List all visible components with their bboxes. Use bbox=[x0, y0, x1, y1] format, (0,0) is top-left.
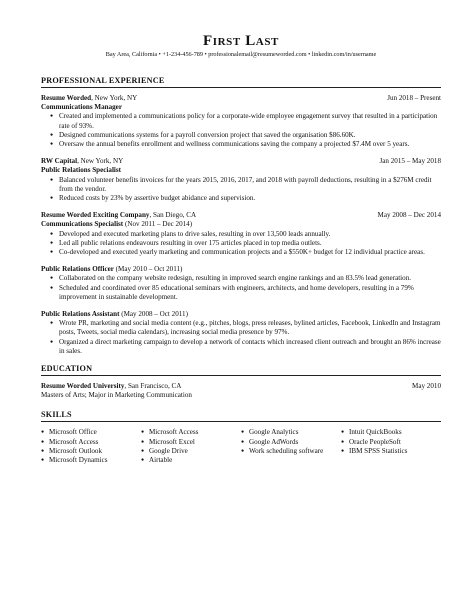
job-header bbox=[41, 94, 441, 103]
skills-column bbox=[241, 428, 341, 465]
education-degree: Masters of Arts; Major in Marketing Communication bbox=[41, 391, 192, 400]
job-bullet: ● Reduced costs by 23% by assertive budget abidance and supervision. bbox=[59, 194, 441, 203]
skills-column bbox=[41, 428, 141, 465]
job-role-line bbox=[41, 265, 441, 274]
job-bullet: ● Oversaw the annual benefits enrollment and wellness communications saving the company a projected $7.4M over 5 years. bbox=[59, 140, 441, 149]
job-bullet: ● Balanced volunteer benefits invoices for the years 2015, 2016, 2017, and 2018 with payroll deductions, resulting in a $276M credit from the vendor. bbox=[59, 176, 441, 194]
skill-item: ● Microsoft Access bbox=[49, 438, 141, 447]
skills-list bbox=[141, 428, 241, 465]
job-bullets bbox=[41, 112, 441, 149]
job-bullet: ● Scheduled and coordinated over 85 educational seminars with engineers, architects, and home developers, resulting in a 79% improvement in sustainable development. bbox=[59, 284, 441, 302]
job-bullet: ● Created and implemented a communications policy for a corporate-wide employee engagement survey that resulted in a participation rate of 93%. bbox=[59, 112, 441, 130]
job-company-line bbox=[41, 94, 137, 103]
job-entry bbox=[41, 157, 441, 203]
job-location: , New York, NY bbox=[77, 157, 124, 166]
job-company-line bbox=[41, 211, 196, 220]
skills-list bbox=[241, 428, 341, 456]
job-company: RW Capital bbox=[41, 157, 78, 166]
job-bullets bbox=[41, 274, 441, 302]
skill-item: ● Microsoft Excel bbox=[149, 438, 241, 447]
job-bullets bbox=[41, 230, 441, 258]
job-dates: May 2008 – Dec 2014 bbox=[377, 211, 441, 220]
education-title: EDUCATION bbox=[41, 364, 441, 376]
job-bullet: ● Developed and executed marketing plans to drive sales, resulting in over 13,500 leads annually. bbox=[59, 230, 441, 239]
job-list bbox=[41, 94, 441, 356]
school-name: Resume Worded University bbox=[41, 382, 125, 391]
job-bullets bbox=[41, 176, 441, 204]
skills-section bbox=[41, 410, 441, 465]
job-header bbox=[41, 157, 441, 166]
job-bullet: ● Led all public relations endeavours resulting in over 175 articles placed in top media outlets. bbox=[59, 239, 441, 248]
job-header bbox=[41, 211, 441, 220]
job-role: Public Relations Assistant bbox=[41, 310, 120, 319]
job-entry bbox=[41, 310, 441, 356]
job-bullet: ● Designed communications systems for a payroll conversion project that saved the organisation $86.60K. bbox=[59, 131, 441, 140]
education-date: May 2010 bbox=[412, 382, 441, 391]
job-role-line bbox=[41, 103, 441, 112]
job-bullet: ● Co-developed and executed yearly marketing and communication projects and a $550K+ budget for 12 individual practice areas. bbox=[59, 248, 441, 257]
skill-item: ● Microsoft Office bbox=[49, 428, 141, 437]
job-company: Resume Worded bbox=[41, 94, 92, 102]
job-entry bbox=[41, 211, 441, 257]
education-school-line bbox=[41, 382, 181, 391]
experience-section bbox=[41, 76, 441, 356]
school-location: , San Francisco, CA bbox=[124, 382, 182, 391]
skills-list bbox=[41, 428, 141, 465]
job-role-dates: (Nov 2011 – Dec 2014) bbox=[123, 220, 193, 229]
skill-item: ● Google Drive bbox=[149, 447, 241, 456]
skills-column bbox=[341, 428, 441, 465]
job-company-line bbox=[41, 157, 123, 166]
skill-item: ● Intuit QuickBooks bbox=[349, 428, 441, 437]
job-role-line bbox=[41, 220, 441, 229]
job-company: Resume Worded Exciting Company bbox=[41, 211, 150, 220]
job-entry bbox=[41, 94, 441, 149]
contact-line: Bay Area, California • +1-234-456-789 • professionalemail@resumeworded.com • linkedin.com/in/username bbox=[105, 51, 377, 58]
skill-item: ● IBM SPSS Statistics bbox=[349, 447, 441, 456]
job-role-line bbox=[41, 166, 441, 175]
job-location: , San Diego, CA bbox=[149, 211, 197, 220]
job-bullet: ● Organized a direct marketing campaign to develop a network of contacts which increased client outreach and brought an 86% increase in sales. bbox=[59, 338, 441, 356]
job-role: Communications Manager bbox=[41, 103, 122, 112]
job-role-dates: (May 2010 – Oct 2011) bbox=[113, 265, 183, 274]
job-dates: Jun 2018 – Present bbox=[387, 94, 441, 102]
job-role-line bbox=[41, 310, 441, 319]
job-role: Public Relations Officer bbox=[41, 265, 114, 274]
skill-item: ● Oracle PeopleSoft bbox=[349, 438, 441, 447]
job-location: , New York, NY bbox=[91, 94, 138, 102]
job-role: Public Relations Specialist bbox=[41, 166, 122, 175]
job-role-dates: (May 2008 – Oct 2011) bbox=[119, 310, 188, 319]
skill-item: ● Microsoft Dynamics bbox=[49, 456, 141, 465]
skill-item: ● Work scheduling software bbox=[249, 447, 341, 456]
job-dates: Jan 2015 – May 2018 bbox=[379, 157, 441, 166]
skill-item: ● Google Analytics bbox=[249, 428, 341, 437]
skill-item: ● Microsoft Access bbox=[149, 428, 241, 437]
skills-list bbox=[341, 428, 441, 456]
skills-title: SKILLS bbox=[41, 410, 441, 422]
job-bullet: ● Collaborated on the company website redesign, resulting in improved search engine rankings and an 83.5% lead generation. bbox=[59, 274, 441, 283]
job-entry bbox=[41, 265, 441, 302]
skills-grid bbox=[41, 428, 441, 465]
education-section bbox=[41, 364, 441, 400]
education-row bbox=[41, 382, 441, 391]
skills-column bbox=[141, 428, 241, 465]
job-bullets bbox=[41, 319, 441, 356]
experience-title: PROFESSIONAL EXPERIENCE bbox=[41, 76, 441, 88]
job-bullet: ● Wrote PR, marketing and social media content (e.g., pitches, blogs, press releases, bylined articles, Facebook, LinkedIn and Instagram posts, Tweets, social media calendars), increasing social media presence by 97%. bbox=[59, 319, 441, 337]
skill-item: ● Google AdWords bbox=[249, 438, 341, 447]
skill-item: ● Microsoft Outlook bbox=[49, 447, 141, 456]
skill-item: ● Airtable bbox=[149, 456, 241, 465]
candidate-name: First Last bbox=[203, 33, 279, 49]
job-role: Communications Specialist bbox=[41, 220, 124, 229]
